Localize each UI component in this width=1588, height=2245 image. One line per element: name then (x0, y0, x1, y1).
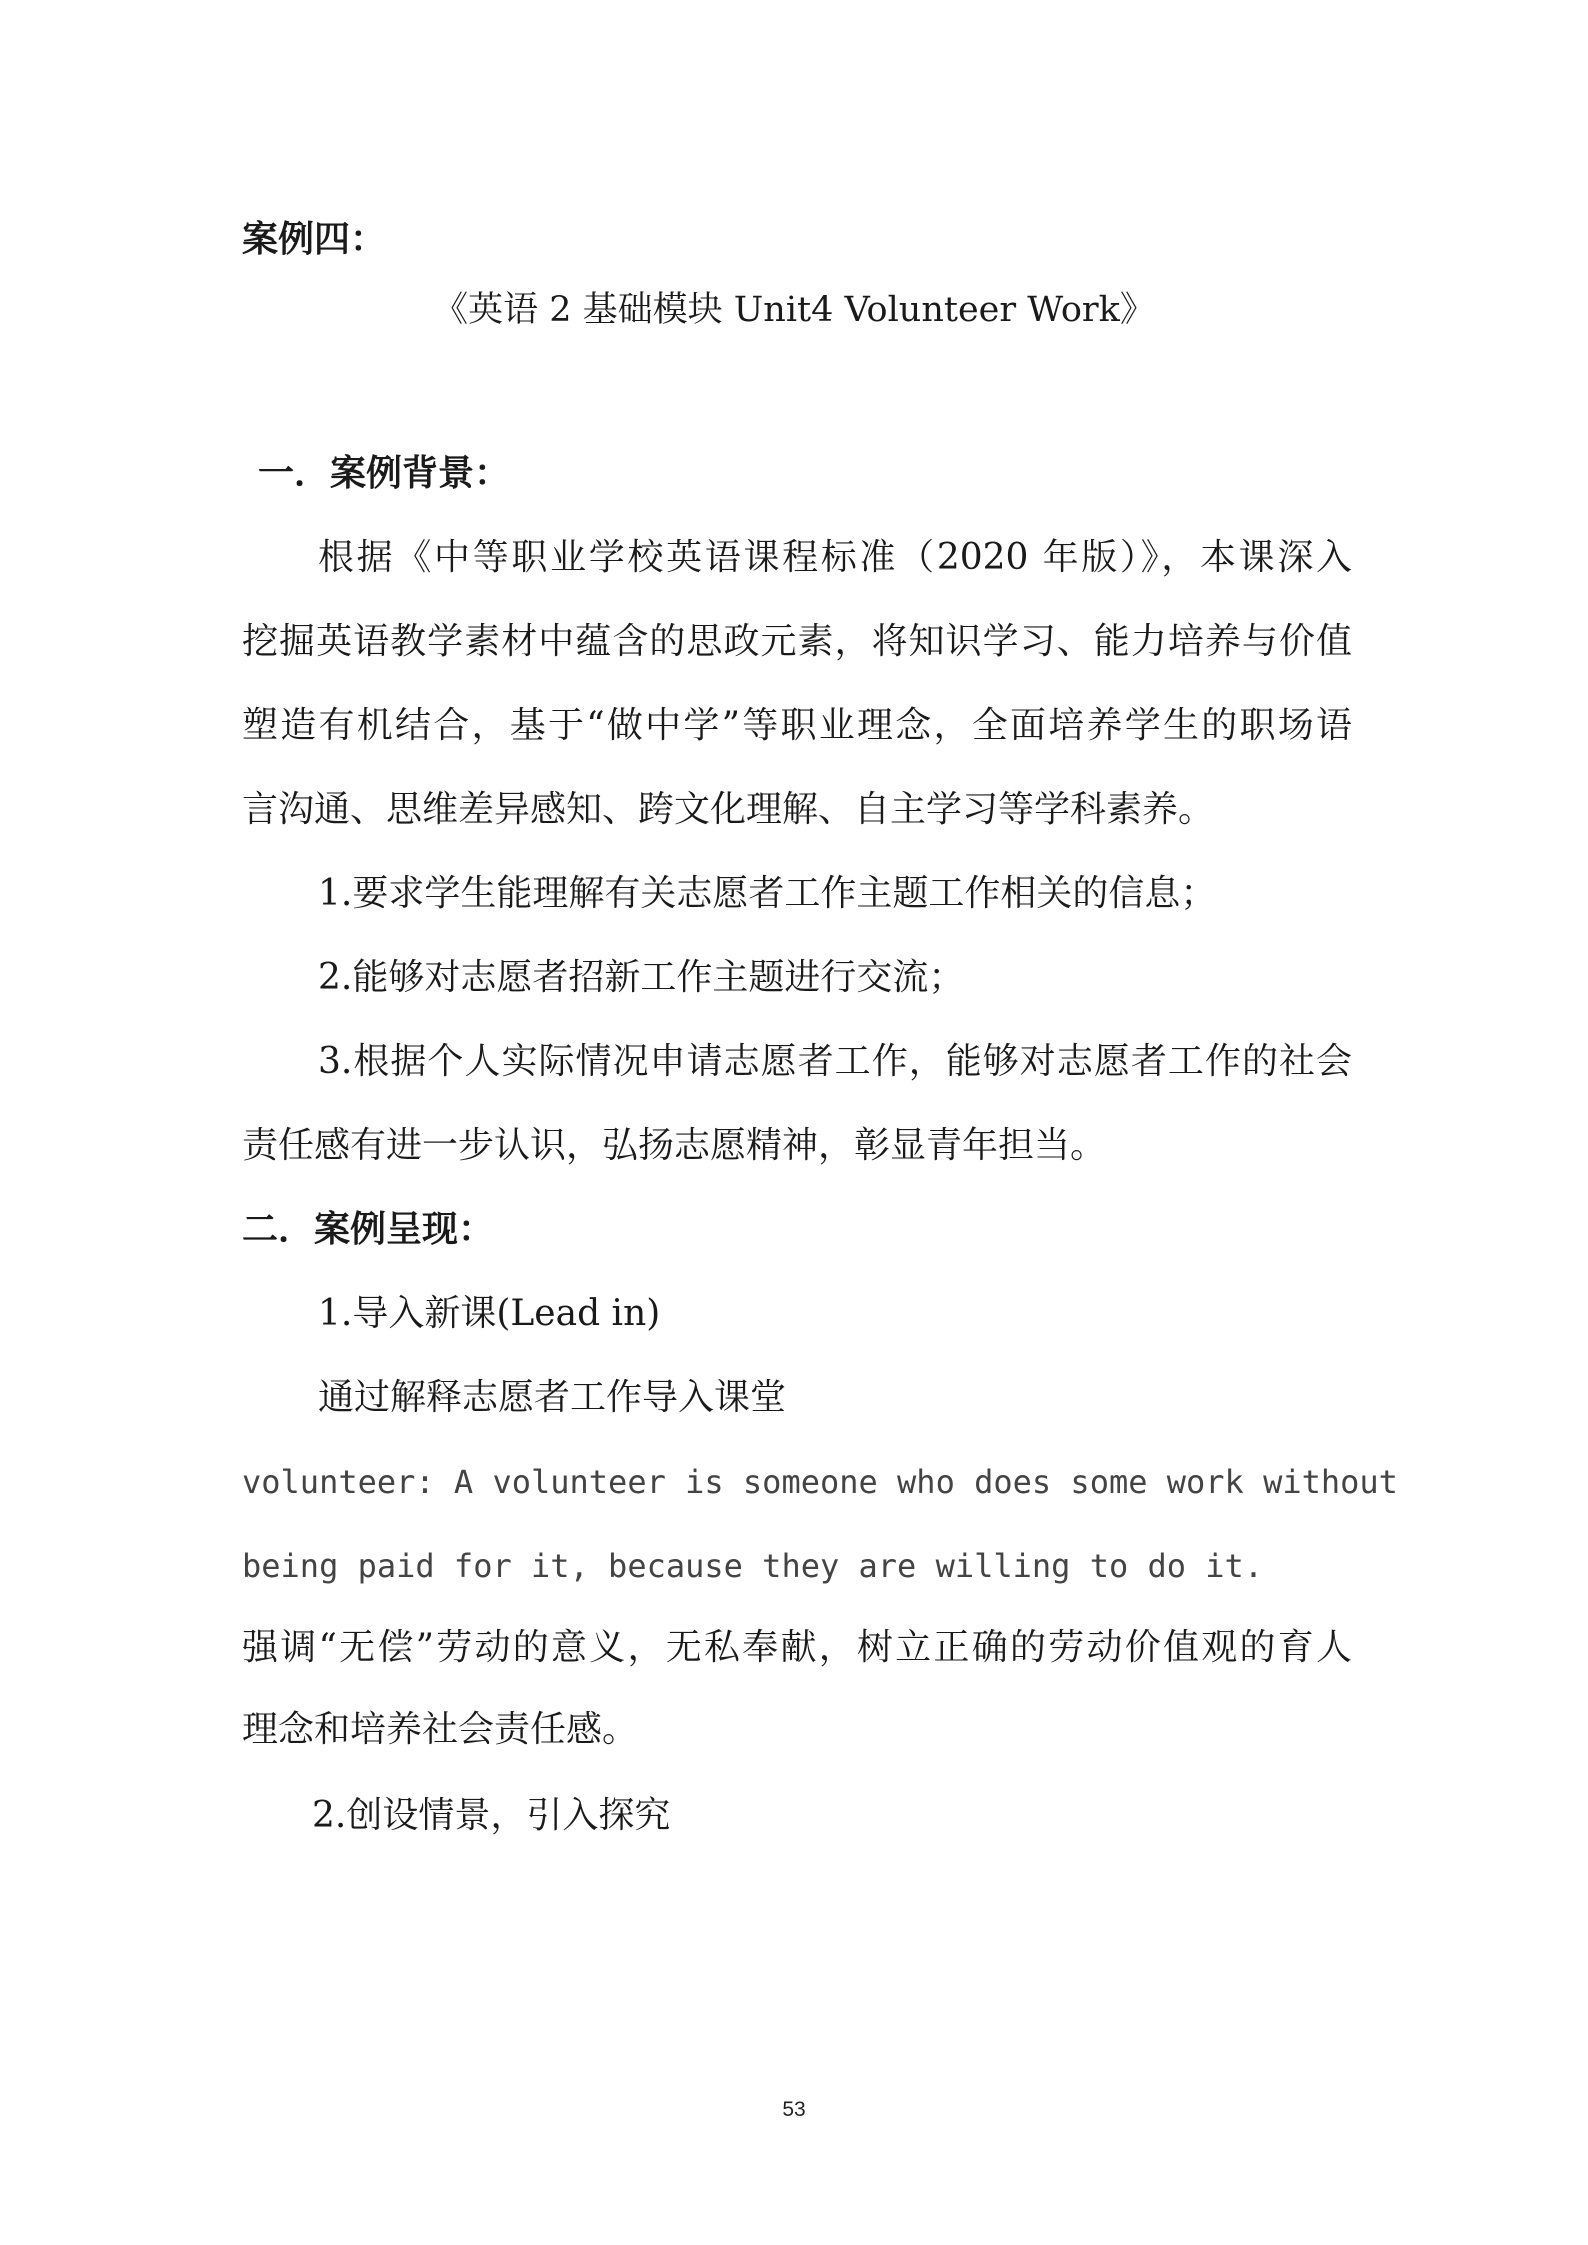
page-number: 53 (782, 2098, 806, 2121)
section1-heading: 一．案例背景： (258, 453, 511, 494)
step1-heading: 1.导入新课(Lead in) (318, 1293, 661, 1334)
case-label: 案例四： (242, 219, 387, 260)
step1-description: 通过解释志愿者工作导入课堂 (318, 1377, 787, 1418)
emphasis-line-2: 理念和培养社会责任感。 (242, 1709, 639, 1750)
objective-item-1: 1.要求学生能理解有关志愿者工作主题工作相关的信息； (318, 873, 1217, 914)
definition-line-2: being paid for it, because they are willing to do it. (242, 1547, 1264, 1585)
objective-item-2: 2.能够对志愿者招新工作主题进行交流； (318, 957, 965, 998)
document-title: 《英语 2 基础模块 Unit4 Volunteer Work》 (433, 290, 1155, 330)
step2-heading: 2.创设情景，引入探究 (312, 1795, 671, 1836)
section1-paragraph-line-4: 言沟通、思维差异感知、跨文化理解、自主学习等学科素养。 (242, 789, 1215, 830)
section1-paragraph-line-2: 挖掘英语教学素材中蕴含的思政元素，将知识学习、能力培养与价值 (242, 621, 1352, 662)
emphasis-line-1: 强调“无偿”劳动的意义，无私奉献，树立正确的劳动价值观的育人 (242, 1627, 1352, 1668)
section2-heading: 二．案例呈现： (242, 1209, 495, 1250)
objective-item-3-line-1: 3.根据个人实际情况申请志愿者工作，能够对志愿者工作的社会 (318, 1041, 1352, 1082)
objective-item-3-line-2: 责任感有进一步认识，弘扬志愿精神，彰显青年担当。 (242, 1125, 1107, 1166)
definition-line-1: volunteer: A volunteer is someone who does some work without (242, 1463, 1398, 1501)
section1-paragraph-line-1: 根据《中等职业学校英语课程标准（2020 年版）》，本课深入 (318, 537, 1352, 578)
section1-paragraph-line-3: 塑造有机结合，基于“做中学”等职业理念，全面培养学生的职场语 (242, 705, 1352, 746)
